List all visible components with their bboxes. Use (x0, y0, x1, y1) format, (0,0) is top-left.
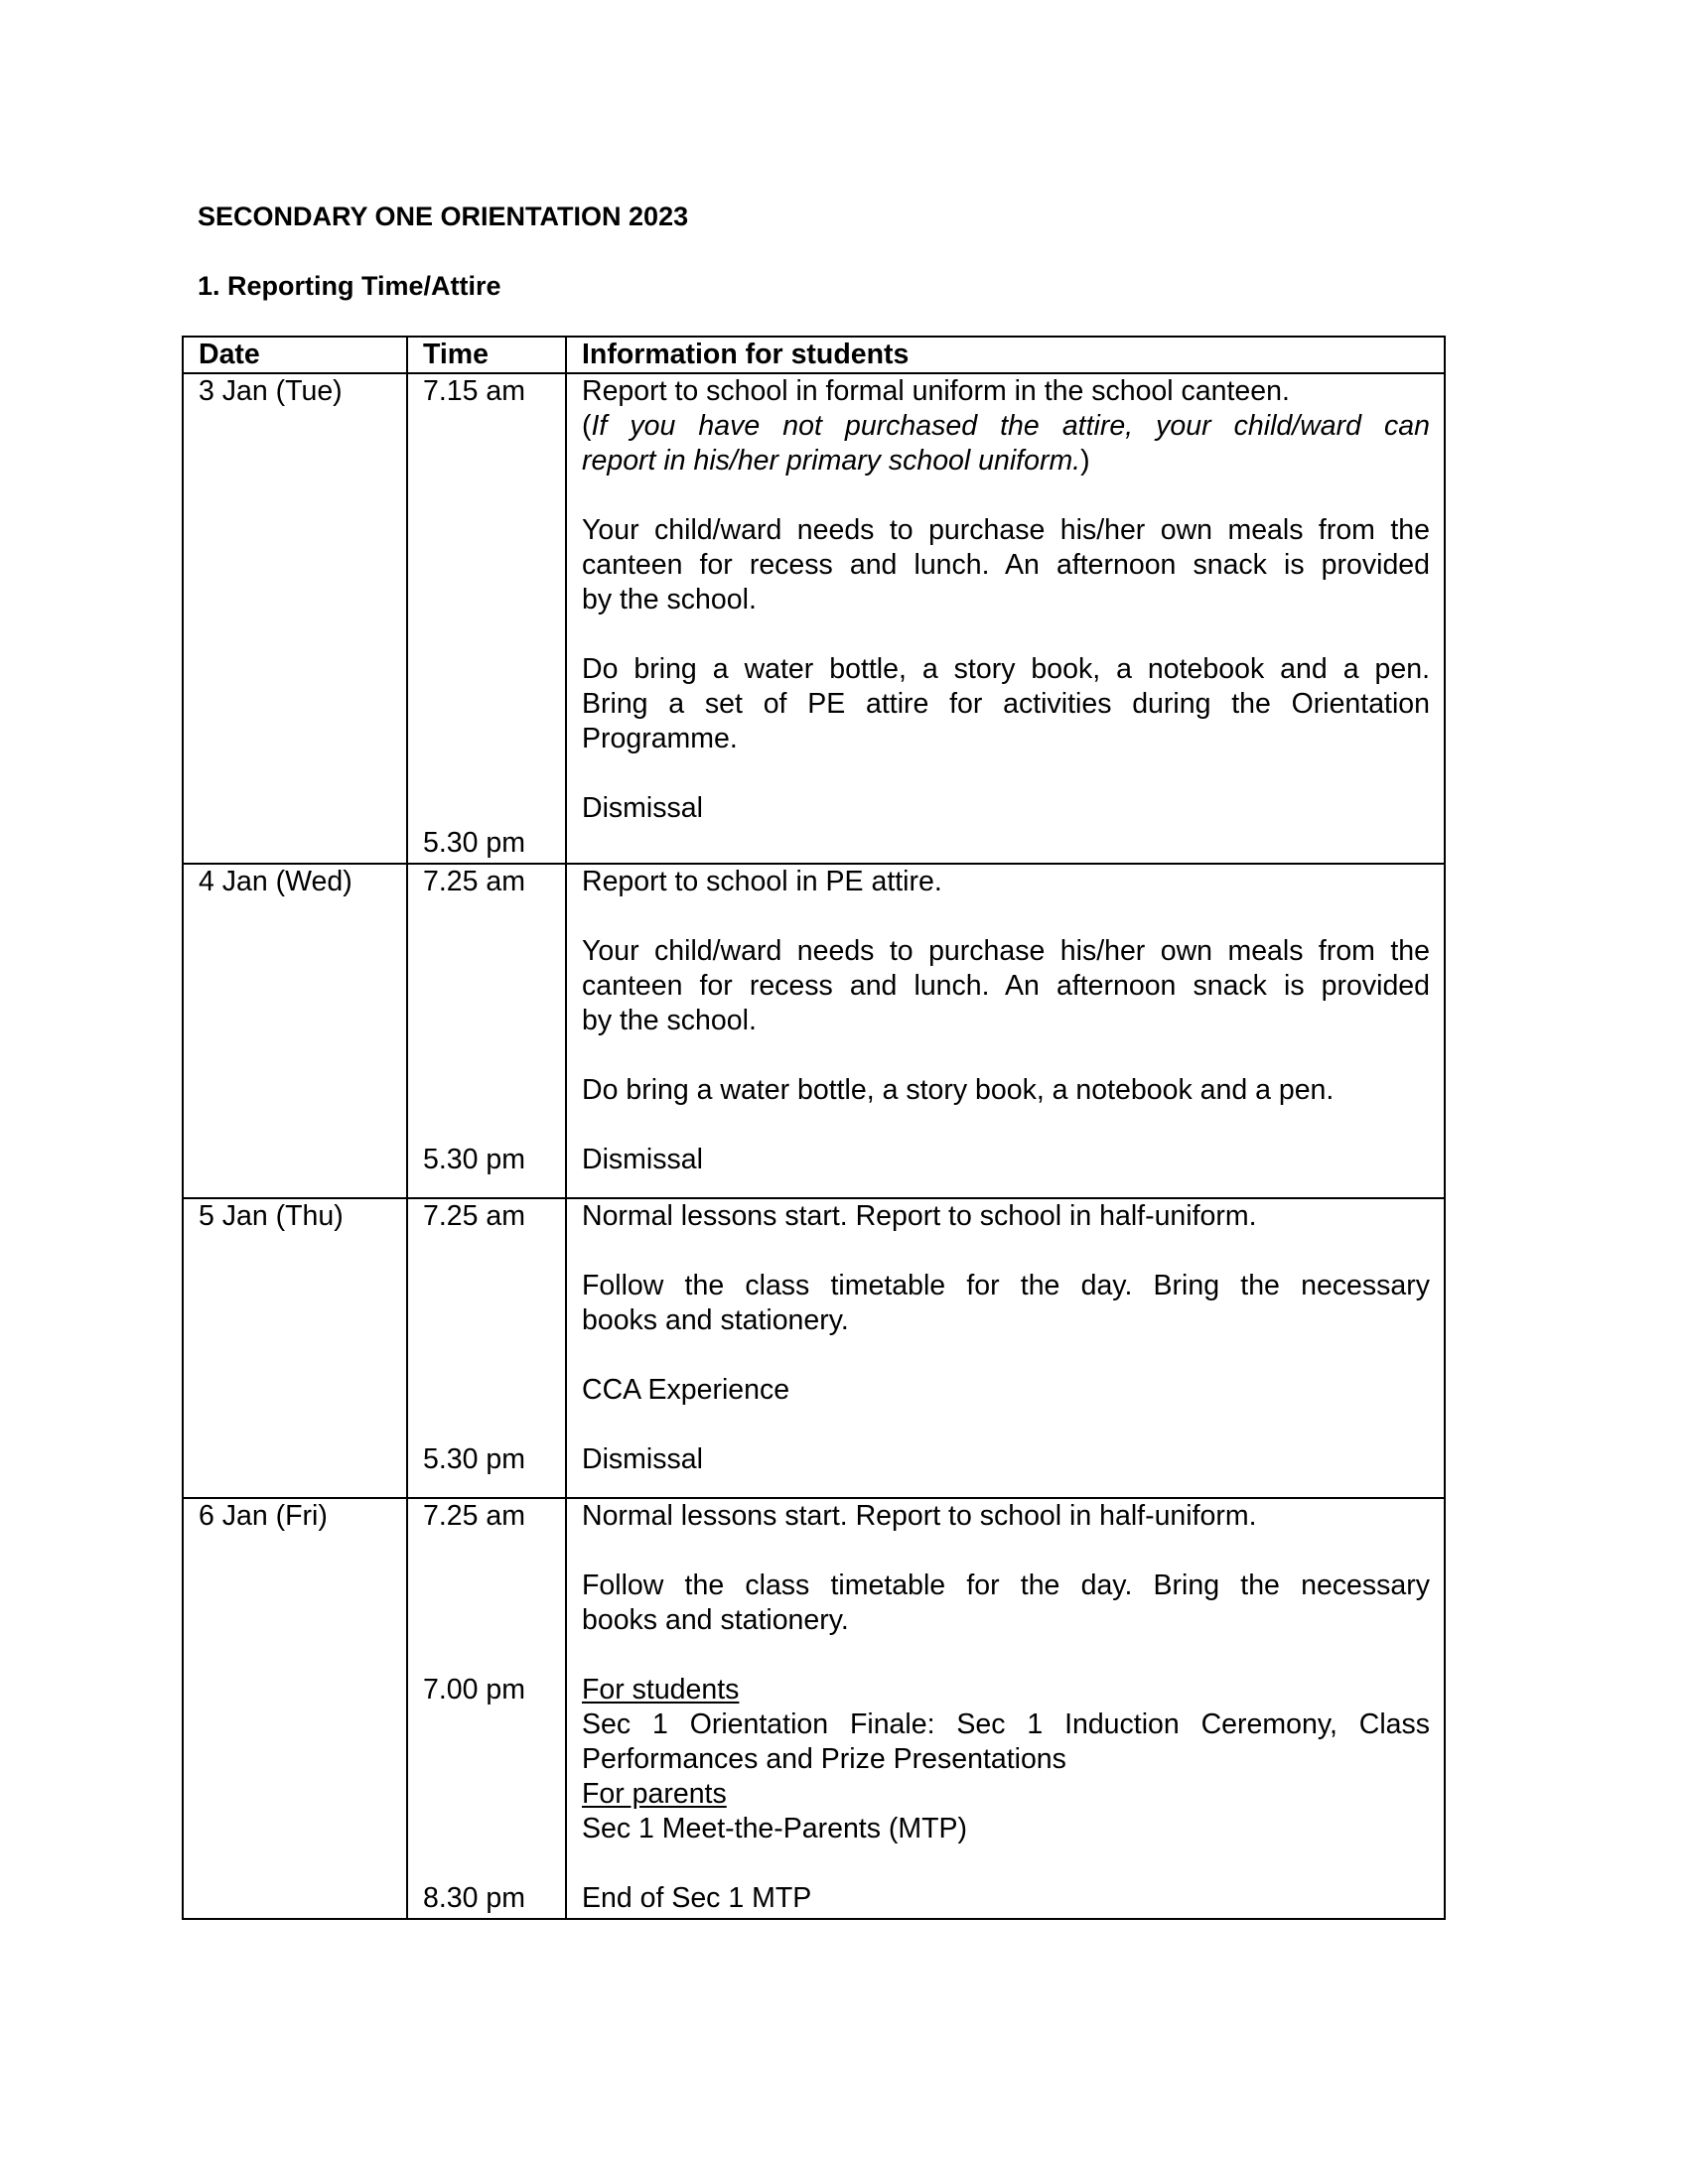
date-cell (183, 373, 407, 864)
close-paren: ) (1080, 445, 1090, 477)
table-row (183, 864, 1445, 1198)
info-line: Do bring a water bottle, a story book, a notebook and a pen. (582, 653, 1430, 685)
info-line: canteen for recess and lunch. An afternoon snack is provided (582, 549, 1430, 581)
time-cell (407, 1198, 566, 1498)
document-title: SECONDARY ONE ORIENTATION 2023 (198, 202, 689, 231)
time-end: 5.30 pm (423, 827, 525, 859)
info-line-italic (582, 444, 1430, 478)
info-line: Sec 1 Orientation Finale: Sec 1 Induction Ceremony, Class (582, 1708, 1430, 1740)
table-header-row (183, 337, 1445, 373)
info-cell (566, 1498, 1445, 1919)
time-cell (407, 373, 566, 864)
time-start: 7.15 am (423, 375, 525, 407)
orientation-schedule-table (182, 336, 1446, 1920)
info-cell (566, 373, 1445, 864)
time-cell (407, 1498, 566, 1919)
info-end: Dismissal (582, 1443, 703, 1475)
info-line: by the school. (582, 1005, 757, 1036)
info-end: Dismissal (582, 792, 703, 824)
info-line: Performances and Prize Presentations (582, 1743, 1066, 1775)
info-line: Normal lessons start. Report to school in half-uniform. (582, 1200, 1257, 1232)
students-label: For students (582, 1674, 740, 1706)
info-line: Sec 1 Meet-the-Parents (MTP) (582, 1813, 968, 1844)
time-end: 8.30 pm (423, 1882, 525, 1914)
time-mid: 7.00 pm (423, 1674, 525, 1706)
info-line: Follow the class timetable for the day. Bring the necessary (582, 1570, 1430, 1601)
parents-label: For parents (582, 1778, 727, 1810)
info-line: by the school. (582, 584, 757, 615)
date-cell (183, 1198, 407, 1498)
date-cell (183, 864, 407, 1198)
info-end: End of Sec 1 MTP (582, 1882, 812, 1914)
table-row (183, 373, 1445, 864)
info-line: Report to school in PE attire. (582, 866, 942, 897)
date-label: 4 Jan (Wed) (199, 866, 352, 897)
date-label: 6 Jan (Fri) (199, 1500, 328, 1532)
header-info: Information for students (566, 337, 1445, 373)
header-time: Time (407, 337, 566, 373)
time-start: 7.25 am (423, 1200, 525, 1232)
table-row (183, 1198, 1445, 1498)
info-line: Bring a set of PE attire for activities during the Orientation (582, 688, 1430, 720)
time-end: 5.30 pm (423, 1144, 525, 1175)
info-end: Dismissal (582, 1144, 703, 1175)
section-heading: 1. Reporting Time/Attire (198, 271, 501, 301)
info-line: Follow the class timetable for the day. Bring the necessary (582, 1270, 1430, 1301)
info-line: books and stationery. (582, 1304, 849, 1336)
date-label: 3 Jan (Tue) (199, 375, 343, 407)
time-end: 5.30 pm (423, 1443, 525, 1475)
table-row (183, 1498, 1445, 1919)
info-line: Your child/ward needs to purchase his/her own meals from the (582, 514, 1430, 546)
date-label: 5 Jan (Thu) (199, 1200, 344, 1232)
info-line: Normal lessons start. Report to school in half-uniform. (582, 1500, 1257, 1532)
time-cell (407, 864, 566, 1198)
italic-note: report in his/her primary school uniform. (582, 445, 1081, 477)
italic-note: If you have not purchased the attire, your child/ward can (591, 410, 1430, 442)
info-line-italic (582, 409, 1430, 444)
info-line: books and stationery. (582, 1604, 849, 1636)
info-line: canteen for recess and lunch. An afternoon snack is provided (582, 970, 1430, 1002)
info-line: CCA Experience (582, 1374, 790, 1406)
time-start: 7.25 am (423, 1500, 525, 1532)
time-start: 7.25 am (423, 866, 525, 897)
info-line: Programme. (582, 723, 738, 754)
info-line: Report to school in formal uniform in the school canteen. (582, 375, 1290, 407)
header-date: Date (183, 337, 407, 373)
open-paren: ( (582, 410, 592, 442)
info-cell (566, 1198, 1445, 1498)
info-cell (566, 864, 1445, 1198)
date-cell (183, 1498, 407, 1919)
info-line: Your child/ward needs to purchase his/her own meals from the (582, 935, 1430, 967)
info-line: Do bring a water bottle, a story book, a notebook and a pen. (582, 1074, 1335, 1106)
